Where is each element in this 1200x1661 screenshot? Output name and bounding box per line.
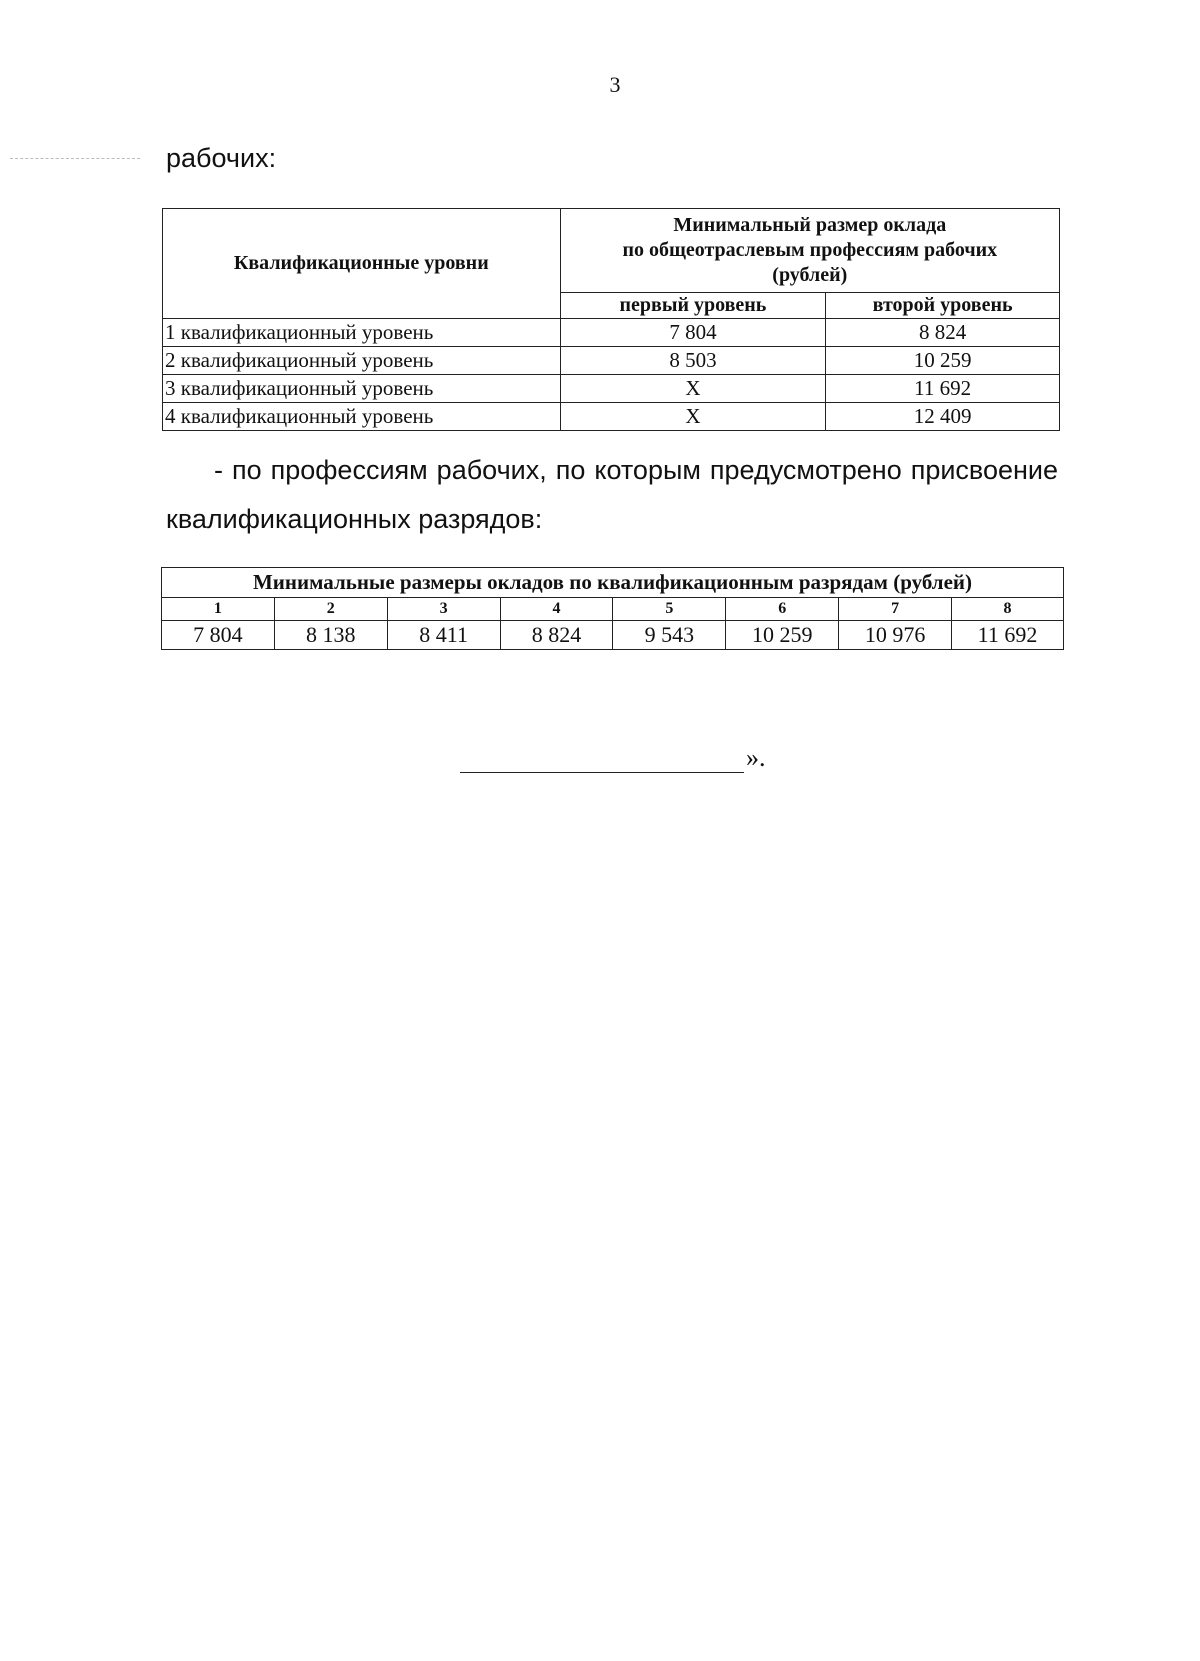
grades-table-title: Минимальные размеры окладов по квалификационным разрядам (рублей) (162, 568, 1064, 598)
first-level-value: 7 804 (560, 319, 826, 347)
qualification-grades-table (161, 567, 1064, 650)
grade-number: 2 (274, 598, 387, 621)
table-row (163, 403, 1060, 431)
grade-salary: 8 824 (500, 621, 613, 650)
grade-salary: 11 692 (952, 621, 1064, 650)
header-first-level: первый уровень (560, 293, 826, 319)
grade-number: 7 (839, 598, 952, 621)
header-second-level: второй уровень (826, 293, 1060, 319)
first-level-value: Х (560, 403, 826, 431)
header-qualification-levels: Квалификационные уровни (163, 209, 561, 319)
row-label: 1 квалификационный уровень (163, 319, 561, 347)
header-line-3: (рублей) (772, 264, 848, 286)
header-line-1: Минимальный размер оклада (673, 214, 947, 236)
grade-number: 1 (162, 598, 275, 621)
header-min-salary-group (560, 209, 1059, 293)
grade-salary: 10 976 (839, 621, 952, 650)
table-row (163, 347, 1060, 375)
second-level-value: 10 259 (826, 347, 1060, 375)
scan-artifact-line (10, 158, 140, 159)
header-line-2: по общеотраслевым профессиям рабочих (622, 239, 998, 261)
first-level-value: Х (560, 375, 826, 403)
grade-number: 8 (952, 598, 1064, 621)
grade-number: 4 (500, 598, 613, 621)
table-row (163, 375, 1060, 403)
grade-salary: 9 543 (613, 621, 726, 650)
grade-salary: 7 804 (162, 621, 275, 650)
page-number: 3 (609, 72, 621, 97)
grade-number: 3 (387, 598, 500, 621)
body-paragraph: - по профессиям рабочих, по которым предусмотрено присвоение квалификационных разрядов: (166, 455, 1058, 534)
row-label: 3 квалификационный уровень (163, 375, 561, 403)
second-level-value: 11 692 (826, 375, 1060, 403)
intro-text: рабочих: (166, 143, 277, 173)
grade-number: 5 (613, 598, 726, 621)
closing-mark (460, 742, 766, 773)
table-row (163, 319, 1060, 347)
second-level-value: 12 409 (826, 403, 1060, 431)
grade-salary: 10 259 (726, 621, 839, 650)
second-level-value: 8 824 (826, 319, 1060, 347)
first-level-value: 8 503 (560, 347, 826, 375)
row-label: 2 квалификационный уровень (163, 347, 561, 375)
qualification-levels-table (162, 208, 1060, 431)
row-label: 4 квалификационный уровень (163, 403, 561, 431)
grade-salary: 8 411 (387, 621, 500, 650)
grade-salary: 8 138 (274, 621, 387, 650)
closing-underline (460, 742, 744, 773)
grade-number: 6 (726, 598, 839, 621)
closing-quote: ». (746, 743, 766, 772)
